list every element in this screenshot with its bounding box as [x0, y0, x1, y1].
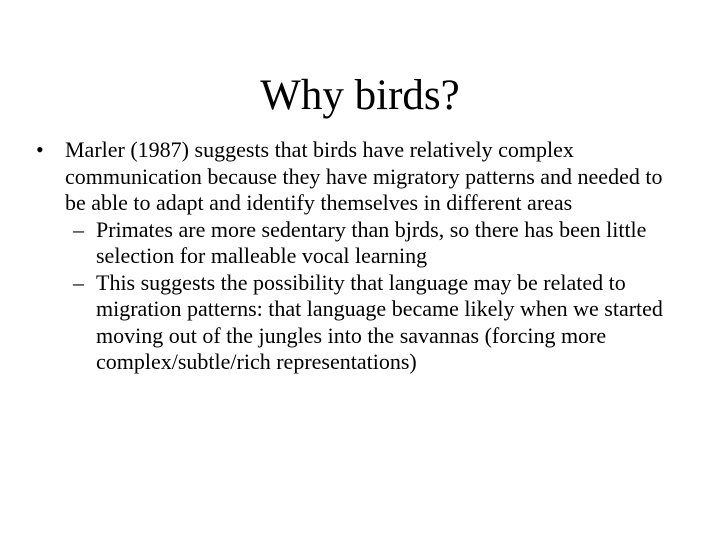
- sub-bullet-item: [65, 217, 686, 270]
- sub-bullet-text: This suggests the possibility that language may be related to migration patterns: that language became likely when we started moving out of the jungles into the savannas (forcing more complex/subtle/rich representations): [96, 269, 663, 374]
- bullet-item: [36, 137, 686, 376]
- slide-title: Why birds?: [260, 72, 460, 119]
- sub-bullet-text: Primates are more sedentary than bjrds, so there has been little selection for malleable vocal learning: [96, 216, 647, 268]
- bullet-marker: •: [36, 137, 44, 162]
- dash-marker: –: [73, 269, 84, 295]
- bullet-text: Marler (1987) suggests that birds have relatively complex communication because they have migratory patterns and needed to be able to adapt and identify themselves in different areas: [65, 137, 663, 215]
- bullet-list: [36, 137, 686, 376]
- dash-marker: –: [73, 216, 84, 242]
- sub-bullet-list: [65, 217, 686, 376]
- sub-bullet-item: [65, 270, 686, 376]
